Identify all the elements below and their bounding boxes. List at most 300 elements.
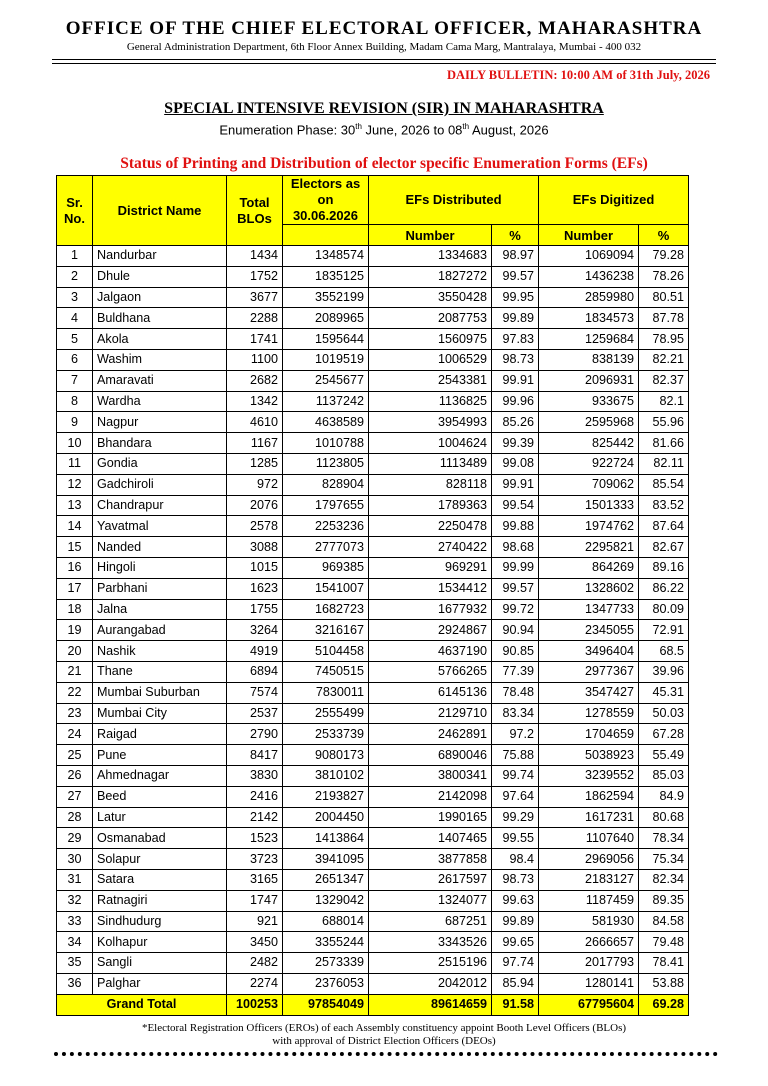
cell-total-blos: 8417 <box>227 745 283 766</box>
header-electors-blank <box>283 225 369 246</box>
cell-sr-no: 32 <box>57 890 93 911</box>
cell-digitized-percent: 85.54 <box>639 474 689 495</box>
table-row <box>57 287 689 308</box>
cell-digitized-percent: 82.21 <box>639 349 689 370</box>
cell-total-blos: 1752 <box>227 266 283 287</box>
cell-district-name: Jalgaon <box>93 287 227 308</box>
cell-distributed-percent: 99.57 <box>492 266 539 287</box>
cell-distributed-number: 1990165 <box>369 807 492 828</box>
cell-digitized-percent: 83.52 <box>639 495 689 516</box>
cell-distributed-percent: 99.96 <box>492 391 539 412</box>
table-row <box>57 433 689 454</box>
cell-sr-no: 11 <box>57 453 93 474</box>
header-distributed-number: Number <box>369 225 492 246</box>
cell-total-blos: 1100 <box>227 349 283 370</box>
cell-digitized-percent: 80.51 <box>639 287 689 308</box>
cell-distributed-number: 1789363 <box>369 495 492 516</box>
daily-bulletin-label: DAILY BULLETIN: 10:00 AM of 31th July, 2026 <box>446 68 710 82</box>
cell-digitized-number: 1617231 <box>539 807 639 828</box>
table-row <box>57 474 689 495</box>
cell-digitized-number: 2595968 <box>539 412 639 433</box>
cell-total-blos: 2790 <box>227 724 283 745</box>
cell-distributed-percent: 99.54 <box>492 495 539 516</box>
header-rule-bottom <box>52 63 716 64</box>
cell-total-blos: 972 <box>227 474 283 495</box>
cell-electors: 2651347 <box>283 869 369 890</box>
grand-total-label: Grand Total <box>57 994 227 1015</box>
cell-distributed-percent: 99.74 <box>492 765 539 786</box>
cell-electors: 1413864 <box>283 828 369 849</box>
cell-electors: 2004450 <box>283 807 369 828</box>
cell-distributed-number: 1006529 <box>369 349 492 370</box>
cell-distributed-percent: 99.72 <box>492 599 539 620</box>
phase-sup-1: th <box>355 122 362 131</box>
status-title: Status of Printing and Distribution of elector specific Enumeration Forms (EFs) <box>120 155 648 172</box>
cell-electors: 7830011 <box>283 682 369 703</box>
cell-distributed-number: 1324077 <box>369 890 492 911</box>
cell-sr-no: 25 <box>57 745 93 766</box>
cell-digitized-percent: 85.03 <box>639 765 689 786</box>
cell-district-name: Osmanabad <box>93 828 227 849</box>
cell-sr-no: 7 <box>57 370 93 391</box>
cell-total-blos: 2578 <box>227 516 283 537</box>
cell-electors: 3216167 <box>283 620 369 641</box>
cell-digitized-number: 2977367 <box>539 661 639 682</box>
cell-distributed-number: 1334683 <box>369 246 492 267</box>
cell-distributed-percent: 77.39 <box>492 661 539 682</box>
cell-district-name: Nanded <box>93 537 227 558</box>
footnote-line-1: *Electoral Registration Officers (EROs) of each Assembly constituency appoint Booth Level Officers (BLOs) <box>141 1022 627 1034</box>
cell-district-name: Ahmednagar <box>93 765 227 786</box>
cell-distributed-percent: 83.34 <box>492 703 539 724</box>
table-row <box>57 495 689 516</box>
header-efs-distributed: EFs Distributed <box>369 176 539 225</box>
cell-distributed-number: 3954993 <box>369 412 492 433</box>
table-row <box>57 578 689 599</box>
header-sr-no: Sr. No. <box>57 176 93 246</box>
cell-distributed-percent: 99.88 <box>492 516 539 537</box>
cell-digitized-number: 1278559 <box>539 703 639 724</box>
cell-district-name: Aurangabad <box>93 620 227 641</box>
cell-distributed-percent: 99.89 <box>492 308 539 329</box>
cell-distributed-percent: 99.65 <box>492 932 539 953</box>
header-rule-top <box>52 59 716 60</box>
phase-suffix: August, 2026 <box>469 122 549 138</box>
header-digitized-percent: % <box>639 225 689 246</box>
cell-electors: 7450515 <box>283 661 369 682</box>
cell-distributed-percent: 98.73 <box>492 349 539 370</box>
cell-digitized-number: 2345055 <box>539 620 639 641</box>
cell-sr-no: 17 <box>57 578 93 599</box>
cell-district-name: Wardha <box>93 391 227 412</box>
cell-digitized-percent: 39.96 <box>639 661 689 682</box>
cell-total-blos: 1741 <box>227 329 283 350</box>
cell-district-name: Beed <box>93 786 227 807</box>
cell-digitized-percent: 82.1 <box>639 391 689 412</box>
header-distributed-percent: % <box>492 225 539 246</box>
cell-district-name: Sindhudurg <box>93 911 227 932</box>
cell-total-blos: 3165 <box>227 869 283 890</box>
cell-electors: 3355244 <box>283 932 369 953</box>
cell-digitized-number: 3496404 <box>539 641 639 662</box>
cell-digitized-number: 1436238 <box>539 266 639 287</box>
cell-total-blos: 3723 <box>227 849 283 870</box>
cell-sr-no: 24 <box>57 724 93 745</box>
cell-total-blos: 1015 <box>227 557 283 578</box>
table-row <box>57 973 689 994</box>
cell-distributed-number: 2250478 <box>369 516 492 537</box>
cell-sr-no: 30 <box>57 849 93 870</box>
cell-distributed-number: 1560975 <box>369 329 492 350</box>
cell-total-blos: 6894 <box>227 661 283 682</box>
cell-electors: 1329042 <box>283 890 369 911</box>
cell-digitized-percent: 79.28 <box>639 246 689 267</box>
sir-title: SPECIAL INTENSIVE REVISION (SIR) IN MAHARASHTRA <box>164 100 604 117</box>
cell-digitized-number: 5038923 <box>539 745 639 766</box>
cell-district-name: Gadchiroli <box>93 474 227 495</box>
cell-district-name: Nandurbar <box>93 246 227 267</box>
cell-district-name: Ratnagiri <box>93 890 227 911</box>
cell-total-blos: 2682 <box>227 370 283 391</box>
cell-digitized-percent: 50.03 <box>639 703 689 724</box>
cell-digitized-number: 2859980 <box>539 287 639 308</box>
cell-distributed-number: 2924867 <box>369 620 492 641</box>
cell-district-name: Hingoli <box>93 557 227 578</box>
cell-distributed-number: 2740422 <box>369 537 492 558</box>
table-row <box>57 308 689 329</box>
cell-district-name: Bhandara <box>93 433 227 454</box>
cell-digitized-percent: 78.26 <box>639 266 689 287</box>
cell-distributed-percent: 98.68 <box>492 537 539 558</box>
cell-electors: 2089965 <box>283 308 369 329</box>
cell-sr-no: 12 <box>57 474 93 495</box>
cell-distributed-number: 6145136 <box>369 682 492 703</box>
table-row <box>57 786 689 807</box>
cell-sr-no: 36 <box>57 973 93 994</box>
table-row <box>57 453 689 474</box>
cell-distributed-number: 1677932 <box>369 599 492 620</box>
cell-electors: 3810102 <box>283 765 369 786</box>
cell-distributed-number: 6890046 <box>369 745 492 766</box>
cell-total-blos: 3264 <box>227 620 283 641</box>
cell-sr-no: 4 <box>57 308 93 329</box>
cell-electors: 2533739 <box>283 724 369 745</box>
cell-distributed-percent: 97.83 <box>492 329 539 350</box>
cell-digitized-number: 1107640 <box>539 828 639 849</box>
cell-sr-no: 8 <box>57 391 93 412</box>
cell-digitized-number: 2183127 <box>539 869 639 890</box>
cell-electors: 1123805 <box>283 453 369 474</box>
cell-distributed-number: 1136825 <box>369 391 492 412</box>
cell-district-name: Sangli <box>93 953 227 974</box>
cell-total-blos: 921 <box>227 911 283 932</box>
cell-total-blos: 2537 <box>227 703 283 724</box>
cell-distributed-number: 3550428 <box>369 287 492 308</box>
cell-digitized-percent: 68.5 <box>639 641 689 662</box>
cell-digitized-percent: 80.09 <box>639 599 689 620</box>
cell-distributed-number: 2462891 <box>369 724 492 745</box>
cell-distributed-number: 5766265 <box>369 661 492 682</box>
cell-digitized-number: 2666657 <box>539 932 639 953</box>
header-efs-digitized: EFs Digitized <box>539 176 689 225</box>
cell-total-blos: 7574 <box>227 682 283 703</box>
grand-total-electors: 97854049 <box>283 994 369 1015</box>
cell-distributed-percent: 99.91 <box>492 370 539 391</box>
cell-digitized-number: 1834573 <box>539 308 639 329</box>
cell-sr-no: 18 <box>57 599 93 620</box>
cell-digitized-number: 1280141 <box>539 973 639 994</box>
office-title: OFFICE OF THE CHIEF ELECTORAL OFFICER, MAHARASHTRA <box>65 18 703 39</box>
cell-digitized-number: 581930 <box>539 911 639 932</box>
cell-digitized-number: 1862594 <box>539 786 639 807</box>
cell-digitized-number: 2096931 <box>539 370 639 391</box>
cell-distributed-percent: 90.85 <box>492 641 539 662</box>
grand-total-distributed-percent: 91.58 <box>492 994 539 1015</box>
cell-district-name: Nashik <box>93 641 227 662</box>
cell-digitized-percent: 55.96 <box>639 412 689 433</box>
cell-digitized-percent: 89.35 <box>639 890 689 911</box>
cell-digitized-percent: 78.95 <box>639 329 689 350</box>
cell-sr-no: 27 <box>57 786 93 807</box>
cell-distributed-number: 2087753 <box>369 308 492 329</box>
cell-district-name: Buldhana <box>93 308 227 329</box>
cell-district-name: Latur <box>93 807 227 828</box>
cell-sr-no: 5 <box>57 329 93 350</box>
table-row <box>57 516 689 537</box>
cell-distributed-percent: 99.39 <box>492 433 539 454</box>
footer-dotted-rule <box>54 1052 718 1056</box>
cell-distributed-percent: 99.91 <box>492 474 539 495</box>
cell-sr-no: 13 <box>57 495 93 516</box>
cell-digitized-percent: 87.78 <box>639 308 689 329</box>
table-row <box>57 724 689 745</box>
footnote-line-2: with approval of District Election Officers (DEOs) <box>272 1035 496 1047</box>
cell-sr-no: 20 <box>57 641 93 662</box>
cell-digitized-number: 1187459 <box>539 890 639 911</box>
cell-distributed-number: 1534412 <box>369 578 492 599</box>
cell-digitized-percent: 79.48 <box>639 932 689 953</box>
cell-district-name: Mumbai City <box>93 703 227 724</box>
cell-sr-no: 14 <box>57 516 93 537</box>
cell-sr-no: 19 <box>57 620 93 641</box>
grand-total-digitized-percent: 69.28 <box>639 994 689 1015</box>
cell-distributed-number: 3877858 <box>369 849 492 870</box>
cell-digitized-percent: 84.58 <box>639 911 689 932</box>
cell-digitized-number: 922724 <box>539 453 639 474</box>
cell-distributed-number: 969291 <box>369 557 492 578</box>
cell-digitized-number: 3239552 <box>539 765 639 786</box>
cell-total-blos: 2076 <box>227 495 283 516</box>
cell-digitized-percent: 53.88 <box>639 973 689 994</box>
cell-digitized-percent: 87.64 <box>639 516 689 537</box>
cell-electors: 5104458 <box>283 641 369 662</box>
cell-electors: 2573339 <box>283 953 369 974</box>
cell-digitized-number: 838139 <box>539 349 639 370</box>
cell-total-blos: 3088 <box>227 537 283 558</box>
header-digitized-number: Number <box>539 225 639 246</box>
cell-digitized-percent: 55.49 <box>639 745 689 766</box>
cell-total-blos: 4919 <box>227 641 283 662</box>
cell-digitized-percent: 86.22 <box>639 578 689 599</box>
cell-sr-no: 21 <box>57 661 93 682</box>
table-row <box>57 703 689 724</box>
cell-electors: 1595644 <box>283 329 369 350</box>
cell-district-name: Satara <box>93 869 227 890</box>
cell-electors: 2545677 <box>283 370 369 391</box>
table-row <box>57 661 689 682</box>
cell-district-name: Kolhapur <box>93 932 227 953</box>
cell-total-blos: 2274 <box>227 973 283 994</box>
cell-district-name: Dhule <box>93 266 227 287</box>
cell-sr-no: 34 <box>57 932 93 953</box>
cell-sr-no: 23 <box>57 703 93 724</box>
cell-digitized-percent: 72.91 <box>639 620 689 641</box>
table-row <box>57 537 689 558</box>
cell-distributed-number: 2142098 <box>369 786 492 807</box>
cell-sr-no: 2 <box>57 266 93 287</box>
table-row <box>57 890 689 911</box>
cell-electors: 3552199 <box>283 287 369 308</box>
table-row <box>57 329 689 350</box>
cell-total-blos: 1755 <box>227 599 283 620</box>
cell-distributed-number: 2129710 <box>369 703 492 724</box>
cell-sr-no: 16 <box>57 557 93 578</box>
cell-distributed-percent: 85.26 <box>492 412 539 433</box>
cell-sr-no: 3 <box>57 287 93 308</box>
cell-electors: 1682723 <box>283 599 369 620</box>
cell-distributed-percent: 99.63 <box>492 890 539 911</box>
header-total-blos: Total BLOs <box>227 176 283 246</box>
cell-digitized-percent: 82.34 <box>639 869 689 890</box>
cell-digitized-percent: 67.28 <box>639 724 689 745</box>
cell-digitized-number: 864269 <box>539 557 639 578</box>
cell-digitized-percent: 81.66 <box>639 433 689 454</box>
cell-electors: 2376053 <box>283 973 369 994</box>
cell-district-name: Mumbai Suburban <box>93 682 227 703</box>
cell-electors: 2253236 <box>283 516 369 537</box>
table-row <box>57 869 689 890</box>
cell-total-blos: 1523 <box>227 828 283 849</box>
cell-digitized-number: 2295821 <box>539 537 639 558</box>
table-row <box>57 557 689 578</box>
cell-distributed-percent: 99.55 <box>492 828 539 849</box>
cell-digitized-percent: 82.11 <box>639 453 689 474</box>
cell-electors: 688014 <box>283 911 369 932</box>
cell-electors: 3941095 <box>283 849 369 870</box>
phase-sup-2: th <box>462 122 470 131</box>
cell-distributed-number: 1004624 <box>369 433 492 454</box>
cell-digitized-number: 2969056 <box>539 849 639 870</box>
table-row <box>57 246 689 267</box>
cell-digitized-percent: 80.68 <box>639 807 689 828</box>
cell-electors: 4638589 <box>283 412 369 433</box>
cell-total-blos: 4610 <box>227 412 283 433</box>
cell-sr-no: 10 <box>57 433 93 454</box>
table-row <box>57 932 689 953</box>
table-row <box>57 370 689 391</box>
cell-district-name: Amaravati <box>93 370 227 391</box>
cell-digitized-number: 709062 <box>539 474 639 495</box>
cell-electors: 1835125 <box>283 266 369 287</box>
cell-district-name: Jalna <box>93 599 227 620</box>
cell-distributed-percent: 75.88 <box>492 745 539 766</box>
cell-total-blos: 3677 <box>227 287 283 308</box>
cell-distributed-percent: 99.29 <box>492 807 539 828</box>
cell-distributed-number: 1407465 <box>369 828 492 849</box>
table-row <box>57 807 689 828</box>
cell-district-name: Akola <box>93 329 227 350</box>
cell-total-blos: 1167 <box>227 433 283 454</box>
cell-sr-no: 29 <box>57 828 93 849</box>
cell-distributed-percent: 97.2 <box>492 724 539 745</box>
cell-digitized-number: 1328602 <box>539 578 639 599</box>
enumeration-phase <box>0 122 768 137</box>
cell-district-name: Pune <box>93 745 227 766</box>
cell-digitized-number: 3547427 <box>539 682 639 703</box>
cell-distributed-number: 1827272 <box>369 266 492 287</box>
cell-electors: 1137242 <box>283 391 369 412</box>
cell-distributed-number: 4637190 <box>369 641 492 662</box>
cell-distributed-percent: 99.57 <box>492 578 539 599</box>
cell-distributed-number: 2617597 <box>369 869 492 890</box>
cell-digitized-number: 1069094 <box>539 246 639 267</box>
cell-digitized-percent: 78.41 <box>639 953 689 974</box>
cell-distributed-number: 2543381 <box>369 370 492 391</box>
grand-total-distributed-number: 89614659 <box>369 994 492 1015</box>
cell-electors: 2193827 <box>283 786 369 807</box>
cell-sr-no: 1 <box>57 246 93 267</box>
table-row <box>57 620 689 641</box>
table-row <box>57 391 689 412</box>
table-row <box>57 765 689 786</box>
cell-digitized-number: 2017793 <box>539 953 639 974</box>
cell-digitized-percent: 78.34 <box>639 828 689 849</box>
cell-total-blos: 2142 <box>227 807 283 828</box>
table-row <box>57 412 689 433</box>
cell-total-blos: 1434 <box>227 246 283 267</box>
cell-distributed-percent: 85.94 <box>492 973 539 994</box>
cell-total-blos: 3450 <box>227 932 283 953</box>
cell-distributed-percent: 98.73 <box>492 869 539 890</box>
cell-digitized-number: 1259684 <box>539 329 639 350</box>
cell-total-blos: 2288 <box>227 308 283 329</box>
cell-distributed-number: 687251 <box>369 911 492 932</box>
cell-distributed-number: 3343526 <box>369 932 492 953</box>
cell-sr-no: 35 <box>57 953 93 974</box>
cell-electors: 969385 <box>283 557 369 578</box>
cell-distributed-number: 2515196 <box>369 953 492 974</box>
cell-distributed-number: 3800341 <box>369 765 492 786</box>
grand-total-blos: 100253 <box>227 994 283 1015</box>
cell-digitized-percent: 84.9 <box>639 786 689 807</box>
grand-total-row <box>57 994 689 1015</box>
cell-district-name: Thane <box>93 661 227 682</box>
cell-district-name: Washim <box>93 349 227 370</box>
table-row <box>57 641 689 662</box>
grand-total-digitized-number: 67795604 <box>539 994 639 1015</box>
cell-electors: 1797655 <box>283 495 369 516</box>
cell-total-blos: 1623 <box>227 578 283 599</box>
cell-electors: 1541007 <box>283 578 369 599</box>
table-row <box>57 266 689 287</box>
cell-district-name: Solapur <box>93 849 227 870</box>
cell-distributed-number: 2042012 <box>369 973 492 994</box>
cell-distributed-percent: 97.64 <box>492 786 539 807</box>
cell-district-name: Chandrapur <box>93 495 227 516</box>
cell-digitized-number: 1704659 <box>539 724 639 745</box>
header-district-name: District Name <box>93 176 227 246</box>
cell-district-name: Raigad <box>93 724 227 745</box>
